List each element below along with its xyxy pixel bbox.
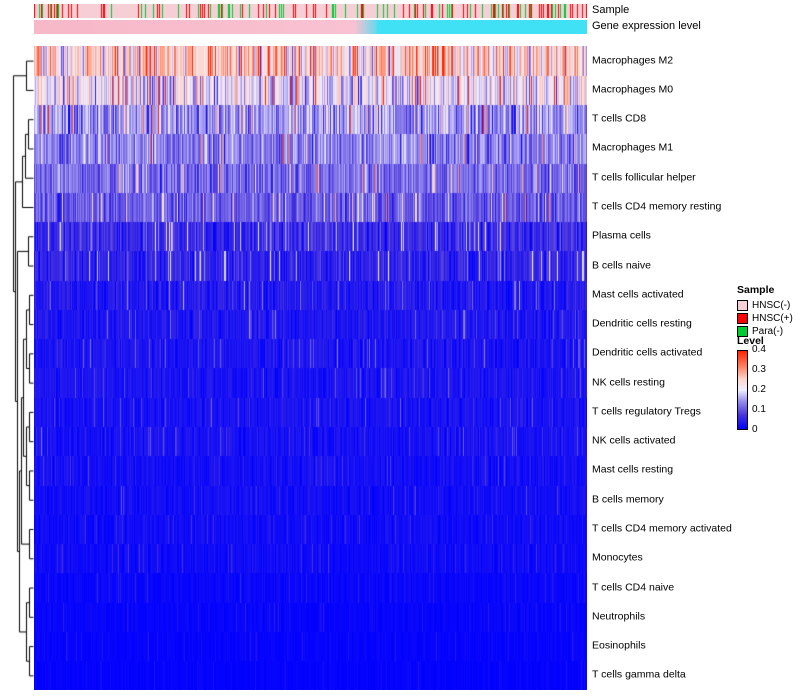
level-tick-label: 0.3 xyxy=(752,364,766,375)
row-label-list xyxy=(592,46,742,690)
level-tick-label: 0.2 xyxy=(752,384,766,395)
level-legend xyxy=(737,335,799,435)
sample-annotation-label: Sample xyxy=(592,4,630,16)
legend-item-label: Para(-) xyxy=(752,325,784,337)
row-label: T cells regulatory Tregs xyxy=(592,405,701,418)
row-label: Dendritic cells activated xyxy=(592,346,703,359)
sample-legend-item xyxy=(737,312,799,324)
row-label: B cells naive xyxy=(592,259,651,272)
row-label: Eosinophils xyxy=(592,639,646,652)
row-label: T cells CD4 memory activated xyxy=(592,522,732,535)
row-label: Monocytes xyxy=(592,551,643,564)
row-label: NK cells activated xyxy=(592,434,676,447)
legend-item-label: HNSC(-) xyxy=(752,299,791,311)
row-label: Macrophages M2 xyxy=(592,54,674,67)
level-tick-label: 0 xyxy=(752,424,758,435)
legend-item-label: HNSC(+) xyxy=(752,312,793,324)
sample-legend-title: Sample xyxy=(737,284,775,296)
sample-legend xyxy=(737,284,799,338)
row-label: Macrophages M0 xyxy=(592,83,674,96)
row-label: Dendritic cells resting xyxy=(592,317,692,330)
row-label: NK cells resting xyxy=(592,376,665,389)
level-legend-title: Level xyxy=(737,335,764,347)
row-label: Neutrophils xyxy=(592,610,646,623)
gene-expression-annotation-label: Gene expression level xyxy=(592,20,701,32)
gene-expression-annotation-track xyxy=(34,20,587,34)
heatmap-body xyxy=(34,46,587,690)
row-label: B cells memory xyxy=(592,493,664,506)
row-dendrogram xyxy=(12,46,34,690)
row-label: Plasma cells xyxy=(592,229,651,242)
legend-color-swatch xyxy=(737,300,748,311)
level-tick-label: 0.4 xyxy=(752,344,766,355)
row-label: T cells CD4 naive xyxy=(592,581,675,594)
sample-legend-item xyxy=(737,299,799,311)
row-label: Mast cells activated xyxy=(592,288,684,301)
level-gradient-bar xyxy=(737,350,748,430)
row-label: T cells CD4 memory resting xyxy=(592,200,722,213)
legend-color-swatch xyxy=(737,313,748,324)
sample-annotation-track xyxy=(34,4,587,18)
level-tick-label: 0.1 xyxy=(752,404,766,415)
row-label: T cells CD8 xyxy=(592,112,647,125)
row-label: Mast cells resting xyxy=(592,463,674,476)
row-label: Macrophages M1 xyxy=(592,141,674,154)
row-label: T cells follicular helper xyxy=(592,171,696,184)
row-label: T cells gamma delta xyxy=(592,668,686,681)
